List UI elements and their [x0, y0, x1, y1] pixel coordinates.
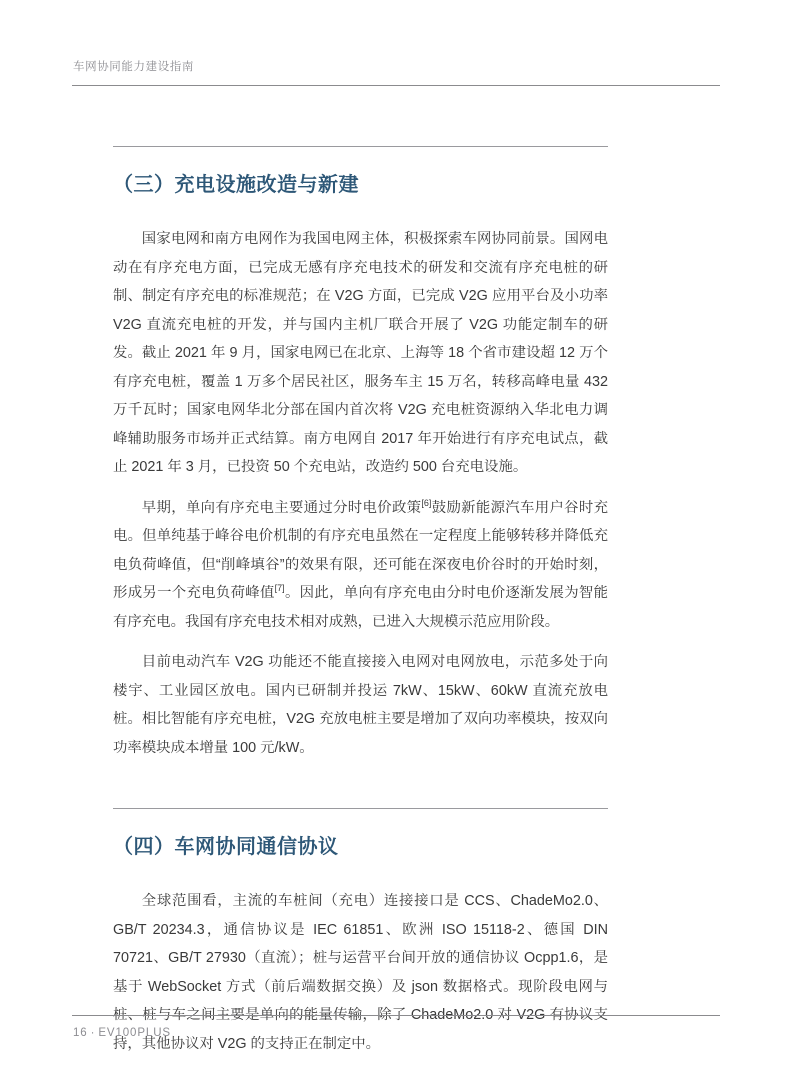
- document-content: [113, 146, 608, 1058]
- footer-separator: ·: [90, 1027, 96, 1039]
- footnote-marker: [7]: [274, 583, 285, 594]
- footer-rule: [72, 1015, 720, 1016]
- running-header-rule: [72, 85, 720, 86]
- section-rule: [113, 808, 608, 809]
- paragraph: 目前电动汽车 V2G 功能还不能直接接入电网对电网放电，示范多处于向楼宇、工业园区放电。国内已研制并投运 7kW、15kW、60kW 直流充放电桩。相比智能有序充电桩，V2G 充放电桩主要是增加了双向功率模块，按双向功率模块成本增量 100 元/kW。: [113, 654, 608, 756]
- section-heading: （三）充电设施改造与新建: [113, 174, 359, 196]
- running-header-title: 车网协同能力建设指南: [73, 61, 194, 73]
- footnote-marker: [6]: [421, 497, 432, 508]
- section-rule: [113, 146, 608, 147]
- paragraph: 全球范围看，主流的车桩间（充电）连接接口是 CCS、ChadeMo2.0、GB/T 20234.3，通信协议是 IEC 61851、欧洲 ISO 15118-2、德国 DIN 70721、GB/T 27930（直流）；桩与运营平台间开放的通信协议 Ocpp1.6，是基于 WebSocket 方式（前后端数据交换）及 json 数据格式。现阶段电网与桩、桩与车之间主要是单向的能量传输，除了 ChadeMo2.0 对 V2G 有协议支持，其他协议对 V2G 的支持正在制定中。: [113, 893, 608, 1052]
- publisher-name: EV100PLUS: [98, 1027, 171, 1039]
- section-heading: （四）车网协同通信协议: [113, 836, 339, 858]
- footer-text: [72, 1027, 720, 1039]
- page-number: 16: [73, 1027, 88, 1039]
- paragraph: 国家电网和南方电网作为我国电网主体，积极探索车网协同前景。国网电动在有序充电方面，已完成无感有序充电技术的研发和交流有序充电桩的研制、制定有序充电的标准规范；在 V2G 方面，已完成 V2G 应用平台及小功率 V2G 直流充电桩的开发，并与国内主机厂联合开展了 V2G 功能定制车的研发。截止 2021 年 9 月，国家电网已在北京、上海等 18 个省市建设超 12 万个有序充电桩，覆盖 1 万多个居民社区，服务车主 15 万名，转移高峰电量 432 万千瓦时；国家电网华北分部在国内首次将 V2G 充电桩资源纳入华北电力调峰辅助服务市场并正式结算。南方电网自 2017 年开始进行有序充电试点，截止 2021 年 3 月，已投资 50 个充电站，改造约 500 台充电设施。: [113, 231, 608, 475]
- running-header: [72, 58, 720, 86]
- page-footer: [72, 1015, 720, 1039]
- paragraph: 早期，单向有序充电主要通过分时电价政策[6]鼓励新能源汽车用户谷时充电。但单纯基于峰谷电价机制的有序充电虽然在一定程度上能够转移并降低充电负荷峰值，但“削峰填谷”的效果有限，还可能在深夜电价谷时的开始时刻，形成另一个充电负荷峰值[7]。因此，单向有序充电由分时电价逐渐发展为智能有序充电。我国有序充电技术相对成熟，已进入大规模示范应用阶段。: [113, 497, 608, 630]
- section-spacer: [113, 762, 608, 808]
- section-block: [113, 146, 608, 762]
